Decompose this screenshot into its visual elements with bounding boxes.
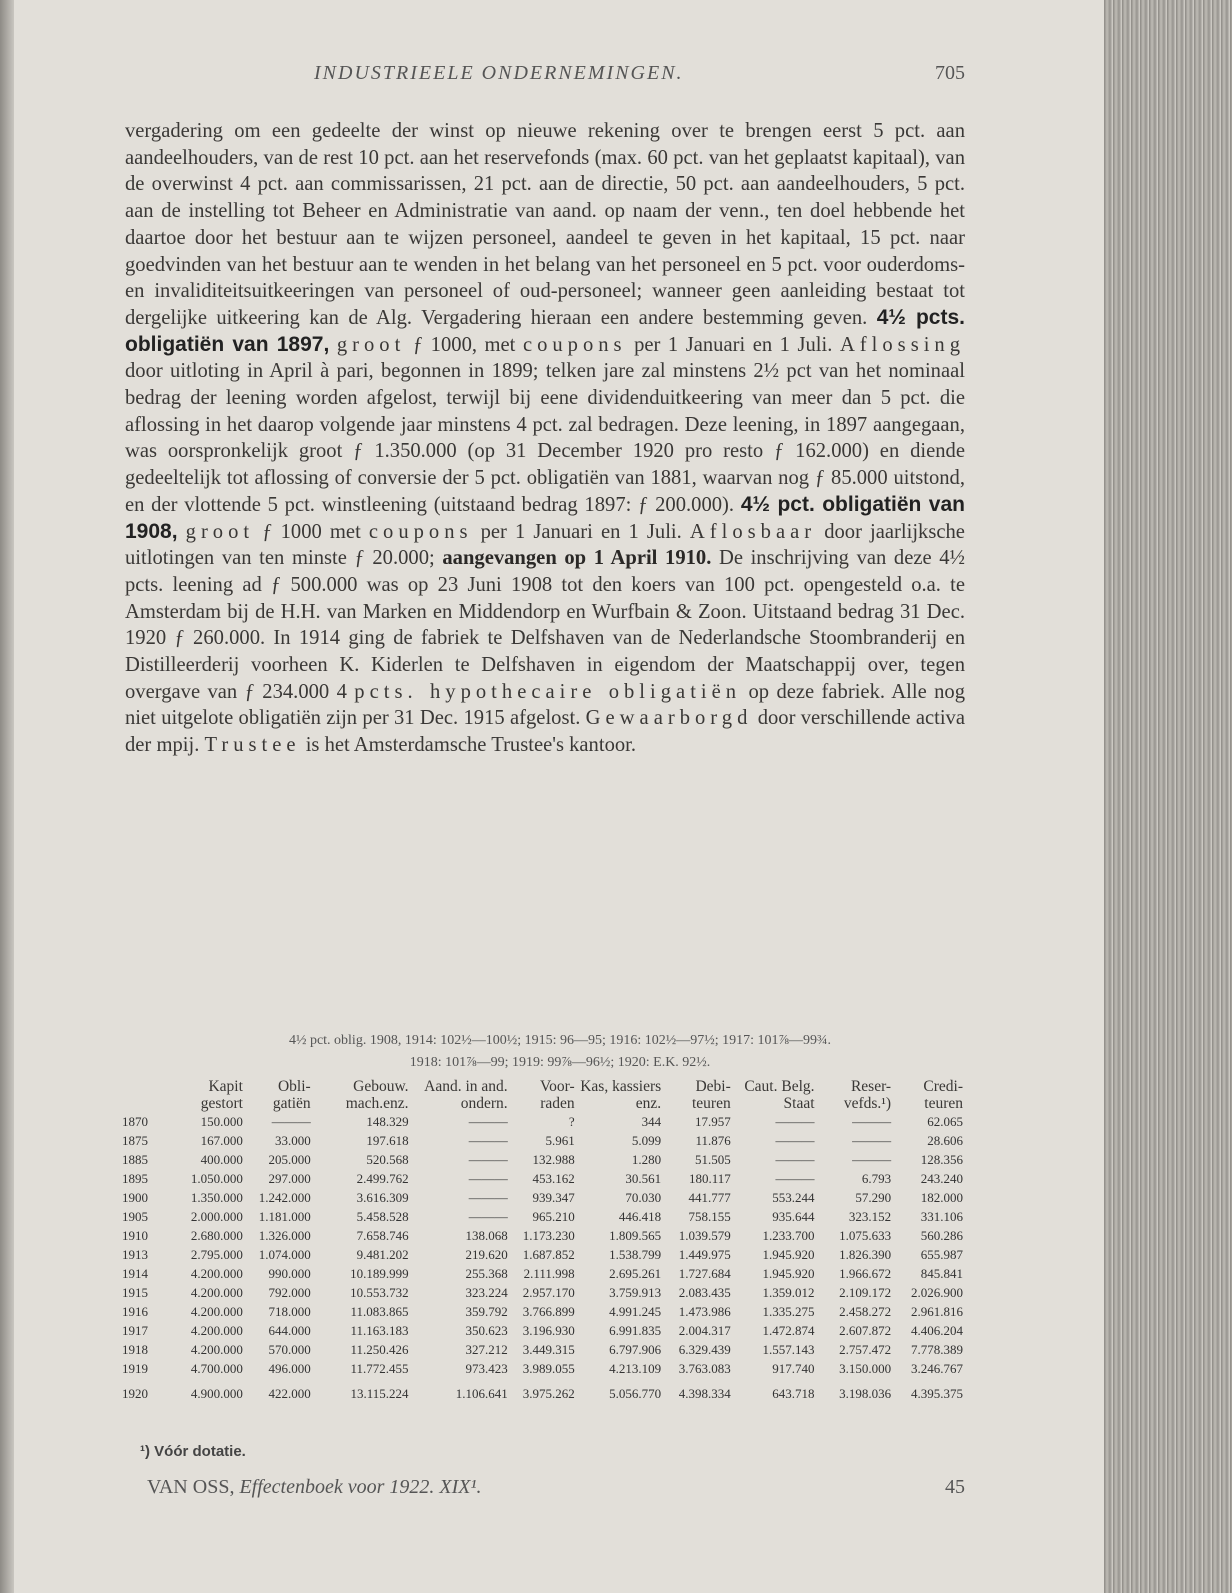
table-cell: ——— bbox=[468, 1208, 508, 1224]
table-cell: 553.244 bbox=[772, 1189, 815, 1205]
table-row bbox=[120, 1283, 965, 1302]
table-cell: 33.000 bbox=[274, 1132, 311, 1148]
column-header: Reser- vefds.¹) bbox=[843, 1078, 892, 1112]
table-cell: 1.350.000 bbox=[190, 1189, 243, 1205]
table-cell: 10.189.999 bbox=[350, 1265, 409, 1281]
table-row bbox=[120, 1207, 965, 1226]
table-cell: 3.616.309 bbox=[356, 1189, 409, 1205]
column-header: Voor- raden bbox=[539, 1078, 575, 1112]
row-year: 1900 bbox=[122, 1189, 148, 1205]
table-cell: 560.286 bbox=[920, 1227, 963, 1243]
page-left-edge bbox=[0, 0, 14, 1593]
heading-bonds-1897: 4½ pcts. obligatiën van 1897, bbox=[125, 305, 965, 356]
row-year: 1916 bbox=[122, 1303, 148, 1319]
table-cell: ——— bbox=[775, 1132, 815, 1148]
table-cell: 132.988 bbox=[532, 1151, 575, 1167]
table-cell: ——— bbox=[271, 1113, 311, 1129]
table-cell: 2.795.000 bbox=[190, 1246, 243, 1262]
table-cell: 3.766.899 bbox=[522, 1303, 575, 1319]
table-cell: 51.505 bbox=[694, 1151, 731, 1167]
row-year: 1885 bbox=[122, 1151, 148, 1167]
table-cell: 6.797.906 bbox=[609, 1341, 662, 1357]
table-cell: 2.026.900 bbox=[911, 1284, 963, 1300]
table-row bbox=[120, 1359, 965, 1378]
book-page-stack bbox=[1104, 0, 1232, 1593]
table-cell: 1.472.874 bbox=[762, 1322, 815, 1338]
table-cell: 344 bbox=[641, 1113, 662, 1129]
table-cell: 2.109.172 bbox=[839, 1284, 892, 1300]
table-cell: 6.793 bbox=[861, 1170, 892, 1186]
spaced-groot-2: groot bbox=[185, 520, 255, 543]
table-cell: 758.155 bbox=[688, 1208, 731, 1224]
table-cell: 1.233.700 bbox=[762, 1227, 815, 1243]
table-row bbox=[120, 1302, 965, 1321]
table-row bbox=[120, 1226, 965, 1245]
text-segment: door verschillende activa der mpij. bbox=[125, 707, 965, 757]
table-cell: 2.680.000 bbox=[190, 1227, 243, 1243]
table-cell: 6.329.439 bbox=[678, 1341, 731, 1357]
table-cell: 327.212 bbox=[465, 1341, 508, 1357]
table-cell: 11.772.455 bbox=[350, 1360, 409, 1376]
table-cell: 4.200.000 bbox=[190, 1265, 243, 1281]
table-cell: 1.945.920 bbox=[762, 1246, 815, 1262]
text-segment: door jaarlijksche uitlotingen van ten minste ƒ 20.000; bbox=[125, 520, 965, 570]
column-header: Caut. Belg. Staat bbox=[744, 1078, 815, 1112]
spaced-aflossing: Aflossing bbox=[839, 333, 966, 356]
table-cell: 350.623 bbox=[465, 1322, 508, 1338]
table-cell: 3.759.913 bbox=[609, 1284, 662, 1300]
table-cell: 1.966.672 bbox=[839, 1265, 892, 1281]
table-cell: 4.200.000 bbox=[190, 1303, 243, 1319]
column-header bbox=[120, 1078, 174, 1112]
table-cell: 13.115.224 bbox=[350, 1385, 409, 1401]
table-cell: 2.004.317 bbox=[678, 1322, 731, 1338]
table-cell: 496.000 bbox=[268, 1360, 311, 1376]
table-row bbox=[120, 1131, 965, 1150]
table-row bbox=[120, 1378, 965, 1403]
table-row bbox=[120, 1112, 965, 1131]
table-cell: 30.561 bbox=[625, 1170, 662, 1186]
table-cell: ——— bbox=[468, 1151, 508, 1167]
table-cell: ——— bbox=[468, 1170, 508, 1186]
table-cell: 3.198.036 bbox=[839, 1385, 892, 1401]
table-cell: 4.200.000 bbox=[190, 1322, 243, 1338]
table-cell: 2.458.272 bbox=[839, 1303, 892, 1319]
table-cell: 150.000 bbox=[200, 1113, 243, 1129]
table-cell: ——— bbox=[775, 1170, 815, 1186]
table-cell: 422.000 bbox=[268, 1385, 311, 1401]
row-year: 1920 bbox=[122, 1385, 148, 1401]
table-cell: 1.181.000 bbox=[258, 1208, 311, 1224]
table-cell: 3.989.055 bbox=[522, 1360, 575, 1376]
table-cell: 3.763.083 bbox=[678, 1360, 731, 1376]
table-row bbox=[120, 1169, 965, 1188]
row-year: 1913 bbox=[122, 1246, 148, 1262]
column-header: Kas, kassiers enz. bbox=[580, 1078, 662, 1112]
table-cell: 935.644 bbox=[772, 1208, 815, 1224]
footer-book-title: Effectenboek voor 1922. bbox=[239, 1476, 435, 1498]
table-cell: 2.695.261 bbox=[609, 1265, 662, 1281]
table-cell: 1.687.852 bbox=[522, 1246, 575, 1262]
row-year: 1895 bbox=[122, 1170, 148, 1186]
paragraph-profit-distribution: vergadering om een gedeelte der winst op nieuwe rekening over te brengen eerst 5 pct. aan aandeelhouders, van de rest 10 pct. aan het reservefonds (max. 60 pct. van het geplaatst kapitaal), van de overwinst 4 pct. aan commissarissen, 21 pct. aan de directie, 50 pct. aan aandeelhouders, 5 pct. aan de instelling tot Beheer en Administratie van aand. op naam der venn., ten doel hebbende het daartoe door het bestuur aan te wijzen personeel, aandeel te geven in het kapitaal, 15 pct. naar goedvinden van het bestuur aan te wenden in het belang van het personeel en 5 pct. voor ouderdoms- en invaliditeitsuitkeeringen van personeel of oud-personeel; wanneer geen aanleiding bestaat tot dergelijke uitkeering kan de Alg. Vergadering hieraan een andere bestemming geven. bbox=[125, 120, 965, 329]
column-header: Obli- gatiën bbox=[272, 1078, 311, 1112]
table-cell: 5.056.770 bbox=[609, 1385, 662, 1401]
table-cell: 1.242.000 bbox=[258, 1189, 311, 1205]
spaced-aflosbaar: Aflosbaar bbox=[689, 520, 817, 543]
table-row bbox=[120, 1321, 965, 1340]
text-segment: door uitloting in April à pari, begonnen in 1899; telken jare zal minstens 2½ pct van het nominaal bedrag der leening worden afgelost, terwijl bij eene dividenduitkeering van meer dan 5 pct. die aflossing in het daarop volgende jaar minstens 4 pct. zal bedragen. Deze leening, in 1897 aangegaan, was oorspronkelijk groot ƒ 1.350.000 (op 31 December 1920 pro resto ƒ 162.000) en diende gedeeltelijk tot aflossing of conversie der 5 pct. obligatiën van 1881, waarvan nog ƒ 85.000 uitstond, en der vlottende 5 pct. winstleening (uitstaand bedrag 1897: ƒ 200.000). bbox=[125, 360, 965, 516]
table-cell: 1.727.684 bbox=[678, 1265, 731, 1281]
column-header: Aand. in and. ondern. bbox=[424, 1078, 508, 1112]
table-cell: 243.240 bbox=[920, 1170, 963, 1186]
table-cell: 2.499.762 bbox=[356, 1170, 409, 1186]
body-text bbox=[125, 118, 965, 759]
table-cell: 2.000.000 bbox=[190, 1208, 243, 1224]
table-cell: 1.326.000 bbox=[258, 1227, 311, 1243]
footer-author: VAN OSS, bbox=[147, 1476, 235, 1498]
table-cell: 4.200.000 bbox=[190, 1284, 243, 1300]
spaced-coupons-1: coupons bbox=[522, 333, 627, 356]
spaced-coupons-2: coupons bbox=[368, 520, 473, 543]
column-header: Credi- teuren bbox=[923, 1078, 963, 1112]
table-cell: 359.792 bbox=[465, 1303, 508, 1319]
running-title: INDUSTRIEELE ONDERNEMINGEN. bbox=[314, 62, 684, 84]
table-cell: 718.000 bbox=[268, 1303, 311, 1319]
table-cell: 1.335.275 bbox=[762, 1303, 815, 1319]
table-cell: 643.718 bbox=[772, 1385, 815, 1401]
table-cell: 205.000 bbox=[268, 1151, 311, 1167]
row-year: 1905 bbox=[122, 1208, 148, 1224]
table-cell: 4.900.000 bbox=[190, 1385, 243, 1401]
table-cell: ——— bbox=[852, 1113, 892, 1129]
column-header: Kapit gestort bbox=[200, 1078, 243, 1112]
table-cell: ——— bbox=[775, 1151, 815, 1167]
page-footer bbox=[147, 1476, 965, 1506]
table-cell: 3.975.262 bbox=[522, 1385, 575, 1401]
table-cell: ——— bbox=[852, 1132, 892, 1148]
table-cell: 570.000 bbox=[268, 1341, 311, 1357]
row-year: 1875 bbox=[122, 1132, 148, 1148]
table-row bbox=[120, 1245, 965, 1264]
table-cell: 9.481.202 bbox=[356, 1246, 409, 1262]
bond-quotations bbox=[155, 1030, 965, 1074]
table-row bbox=[120, 1340, 965, 1359]
footnote: ¹) Vóór dotatie. bbox=[140, 1443, 246, 1460]
footer-volume: XIX¹. bbox=[439, 1476, 482, 1498]
column-header: Gebouw. mach.enz. bbox=[345, 1078, 409, 1112]
table-cell: ——— bbox=[468, 1189, 508, 1205]
table-cell: 5.099 bbox=[631, 1132, 662, 1148]
table-cell: 520.568 bbox=[366, 1151, 409, 1167]
quotations-line-1: 4½ pct. oblig. 1908, 1914: 102½—100½; 1915: 96—95; 1916: 102½—97½; 1917: 101⅞—99¾. bbox=[288, 1033, 832, 1048]
table-cell: 17.957 bbox=[694, 1113, 731, 1129]
table-cell: 4.700.000 bbox=[190, 1360, 243, 1376]
table-cell: 70.030 bbox=[625, 1189, 662, 1205]
table-cell: 3.196.930 bbox=[522, 1322, 575, 1338]
table-cell: ——— bbox=[468, 1132, 508, 1148]
table-cell: 167.000 bbox=[200, 1132, 243, 1148]
text-segment: per 1 Januari en 1 Juli. bbox=[634, 333, 833, 356]
table-row bbox=[120, 1188, 965, 1207]
page-header bbox=[300, 62, 965, 92]
row-year: 1917 bbox=[122, 1322, 148, 1338]
text-aangevangen: aangevangen op 1 April 1910. bbox=[442, 547, 712, 570]
table-cell: ——— bbox=[468, 1113, 508, 1129]
table-cell: 4.395.375 bbox=[911, 1385, 963, 1401]
table-cell: 644.000 bbox=[268, 1322, 311, 1338]
table-cell: 3.449.315 bbox=[522, 1341, 575, 1357]
table-cell: 1.449.975 bbox=[678, 1246, 731, 1262]
table-cell: 28.606 bbox=[927, 1132, 963, 1148]
table-cell: 10.553.732 bbox=[350, 1284, 409, 1300]
table-cell: 11.083.865 bbox=[350, 1303, 409, 1319]
table-body bbox=[120, 1112, 965, 1403]
table-cell: 792.000 bbox=[268, 1284, 311, 1300]
column-header: Debi- teuren bbox=[692, 1078, 731, 1112]
table-cell: 4.213.109 bbox=[609, 1360, 662, 1376]
table-cell: 197.618 bbox=[366, 1132, 409, 1148]
table-cell: 939.347 bbox=[532, 1189, 575, 1205]
text-segment: is het Amsterdamsche Trustee's kantoor. bbox=[305, 734, 637, 757]
table-cell: 6.991.835 bbox=[609, 1322, 662, 1338]
table-cell: 3.246.767 bbox=[911, 1360, 963, 1376]
table-cell: 62.065 bbox=[927, 1113, 963, 1129]
row-year: 1870 bbox=[122, 1113, 148, 1129]
table-cell: 917.740 bbox=[772, 1360, 815, 1376]
table-cell: ——— bbox=[775, 1113, 815, 1129]
table-cell: 1.359.012 bbox=[762, 1284, 815, 1300]
table-cell: 2.083.435 bbox=[678, 1284, 731, 1300]
table-cell: 180.117 bbox=[688, 1170, 731, 1186]
table-cell: 1.074.000 bbox=[258, 1246, 311, 1262]
table-cell: 2.607.872 bbox=[839, 1322, 892, 1338]
balance-table bbox=[120, 1078, 965, 1403]
table-cell: 655.987 bbox=[920, 1246, 963, 1262]
table-cell: 2.757.472 bbox=[839, 1341, 892, 1357]
table-cell: 5.961 bbox=[545, 1132, 575, 1148]
page-number: 705 bbox=[935, 62, 965, 84]
spaced-trustee: Trustee bbox=[204, 734, 301, 757]
row-year: 1910 bbox=[122, 1227, 148, 1243]
row-year: 1918 bbox=[122, 1341, 148, 1357]
table-cell: 1.106.641 bbox=[455, 1385, 508, 1401]
table-cell: 453.162 bbox=[532, 1170, 575, 1186]
row-year: 1915 bbox=[122, 1284, 148, 1300]
text-segment: ƒ 1000 met bbox=[262, 520, 361, 543]
table-header-row bbox=[120, 1078, 965, 1112]
table-cell: 845.841 bbox=[920, 1265, 963, 1281]
text-segment: ƒ 1000, met bbox=[412, 333, 516, 356]
table-cell: 7.658.746 bbox=[356, 1227, 409, 1243]
table-cell: 4.200.000 bbox=[190, 1341, 243, 1357]
table-cell: 138.068 bbox=[465, 1227, 508, 1243]
heading-bonds-1908: 4½ pct. obligatiën van 1908, bbox=[125, 492, 965, 543]
table-cell: 1.809.565 bbox=[609, 1227, 662, 1243]
table-cell: 219.620 bbox=[465, 1246, 508, 1262]
table-cell: 148.329 bbox=[366, 1113, 409, 1129]
table-cell: 2.961.816 bbox=[911, 1303, 963, 1319]
table-cell: 1.050.000 bbox=[190, 1170, 243, 1186]
table-cell: 297.000 bbox=[268, 1170, 311, 1186]
table-cell: 11.876 bbox=[695, 1132, 731, 1148]
table-cell: 1.039.579 bbox=[678, 1227, 731, 1243]
table-cell: 255.368 bbox=[465, 1265, 508, 1281]
table-cell: 5.458.528 bbox=[356, 1208, 409, 1224]
table-cell: 1.173.230 bbox=[522, 1227, 575, 1243]
table-cell: 1.945.920 bbox=[762, 1265, 815, 1281]
spaced-gewaarborgd: Gewaarborgd bbox=[585, 707, 753, 730]
table-cell: 2.111.998 bbox=[523, 1265, 575, 1281]
table-cell: 11.250.426 bbox=[350, 1341, 409, 1357]
table-cell: 11.163.183 bbox=[350, 1322, 409, 1338]
table-cell: 1.557.143 bbox=[762, 1341, 815, 1357]
spaced-hypothecaire: pcts. hypothecaire obligatiën bbox=[354, 680, 742, 703]
table-cell: 973.423 bbox=[465, 1360, 508, 1376]
table-cell: 323.224 bbox=[465, 1284, 508, 1300]
table-cell: 1.826.390 bbox=[839, 1246, 892, 1262]
table-cell: ——— bbox=[852, 1151, 892, 1167]
table-cell: 331.106 bbox=[920, 1208, 963, 1224]
table-cell: 182.000 bbox=[920, 1189, 963, 1205]
table-cell: 446.418 bbox=[618, 1208, 662, 1224]
table-cell: 965.210 bbox=[532, 1208, 575, 1224]
source-line bbox=[147, 1476, 481, 1499]
signature-mark: 45 bbox=[945, 1476, 965, 1498]
row-year: 1914 bbox=[122, 1265, 148, 1281]
table-cell: 990.000 bbox=[268, 1265, 311, 1281]
table-cell: 400.000 bbox=[200, 1151, 243, 1167]
table-cell: 4.406.204 bbox=[911, 1322, 963, 1338]
table-cell: 7.778.389 bbox=[911, 1341, 963, 1357]
table-cell: 1.538.799 bbox=[609, 1246, 662, 1262]
text-segment: De inschrijving van deze 4½ pcts. leening ad ƒ 500.000 was op 23 Juni 1908 tot den koers van 100 pct. opengesteld o.a. te Amsterdam bij de H.H. van Marken en Middendorp en Wurfbain & Zoon. Uitstaand bedrag 31 Dec. 1920 ƒ 260.000. In 1914 ging de fabriek te Delfshaven van de Nederlandsche Stoombranderij en Distilleerderij voorheen K. Kiderlen te Delfshaven in eigendom der Maatschappij over, tegen overgave van ƒ 234.000 4 bbox=[125, 547, 965, 703]
text-segment: per 1 Januari en 1 Juli. bbox=[480, 520, 682, 543]
quotations-line-2: 1918: 101⅞—99; 1919: 99⅞—96½; 1920: E.K. 92½. bbox=[409, 1055, 711, 1070]
table-cell: 1.075.633 bbox=[839, 1227, 892, 1243]
table-cell: 57.290 bbox=[855, 1189, 892, 1205]
table-cell: 1.280 bbox=[631, 1151, 662, 1167]
table-cell: 4.991.245 bbox=[609, 1303, 662, 1319]
table-cell: 1.473.986 bbox=[678, 1303, 731, 1319]
text-segment: op deze fabriek. Alle nog niet uitgelote obligatiën zijn per 31 Dec. 1915 afgelost. bbox=[125, 680, 965, 730]
table-cell: 4.398.334 bbox=[678, 1385, 731, 1401]
table-cell: 323.152 bbox=[848, 1208, 892, 1224]
table-cell: 441.777 bbox=[688, 1189, 731, 1205]
table-cell: 128.356 bbox=[920, 1151, 963, 1167]
table-row bbox=[120, 1150, 965, 1169]
table-cell: 2.957.170 bbox=[522, 1284, 575, 1300]
row-year: 1919 bbox=[122, 1360, 148, 1376]
table-cell: 3.150.000 bbox=[839, 1360, 892, 1376]
table-row bbox=[120, 1264, 965, 1283]
spaced-groot-1: groot bbox=[336, 333, 406, 356]
table-cell: ? bbox=[568, 1113, 575, 1129]
